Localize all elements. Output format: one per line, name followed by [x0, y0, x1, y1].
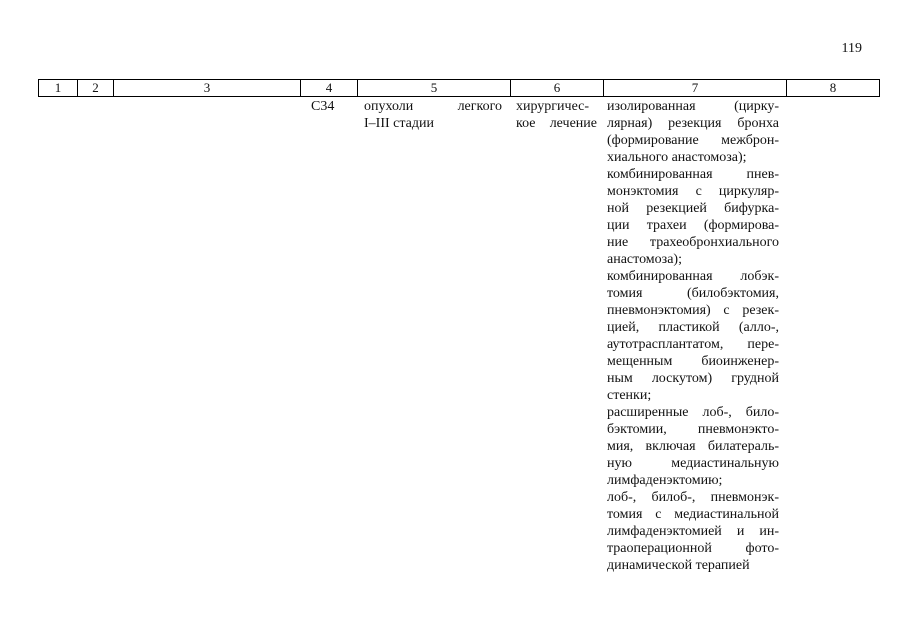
treatment-method-line: ной резекцией бифурка-	[607, 201, 779, 216]
treatment-method-line: комбинированная пнев-	[607, 167, 779, 182]
treatment-type-cell	[516, 98, 597, 132]
treatment-method-line: траоперационной фото-	[607, 541, 779, 556]
treatment-method-line: комбинированная лобэк-	[607, 269, 779, 284]
treatment-method-line: томия (билобэктомия,	[607, 286, 779, 301]
table-header-row	[38, 79, 880, 97]
page-number: 119	[841, 41, 862, 56]
treatment-method-line: бэктомии, пневмонэкто-	[607, 422, 779, 437]
treatment-method-line: анастомоза);	[607, 252, 682, 267]
treatment-method-line: мия, включая билатераль-	[607, 439, 779, 454]
treatment-method-line: стенки;	[607, 388, 652, 403]
treatment-method-line: ние трахеобронхиального	[607, 235, 779, 250]
column-number-header: 6	[511, 80, 604, 96]
treatment-method-line: изолированная (цирку-	[607, 99, 779, 114]
diagnosis-line: опухоли легкого	[364, 99, 502, 114]
diagnosis-line: I–III стадии	[364, 116, 434, 131]
treatment-method-line: (формирование межброн-	[607, 133, 779, 148]
treatment-method-line: монэктомия с циркуляр-	[607, 184, 779, 199]
treatment-method-line: ным лоскутом) грудной	[607, 371, 779, 386]
treatment-method-cell	[607, 98, 779, 574]
column-number-header: 2	[78, 80, 114, 96]
icd-code: C34	[311, 99, 335, 114]
treatment-method-line: лимфаденэктомией и ин-	[607, 524, 779, 539]
treatment-method-line: ную медиастинальную	[607, 456, 779, 471]
treatment-method-line: мещенным биоинженер-	[607, 354, 779, 369]
treatment-method-line: динамической терапией	[607, 558, 750, 573]
diagnosis-cell	[364, 98, 502, 132]
treatment-method-line: ции трахеи (формирова-	[607, 218, 779, 233]
treatment-method-line: лимфаденэктомию;	[607, 473, 723, 488]
treatment-method-line: лярная) резекция бронха	[607, 116, 779, 131]
treatment-method-line: расширенные лоб-, било-	[607, 405, 779, 420]
column-number-header: 3	[114, 80, 301, 96]
column-number-header: 8	[829, 80, 837, 95]
column-number-header: 7	[604, 80, 787, 96]
treatment-method-line: хиального анастомоза);	[607, 150, 747, 165]
treatment-method-line: пневмонэктомия) с резек-	[607, 303, 779, 318]
icd-code-cell	[311, 98, 351, 115]
column-number-header: 4	[301, 80, 358, 96]
treatment-method-line: аутотрасплантатом, пере-	[607, 337, 779, 352]
treatment-method-line: томия с медиастинальной	[607, 507, 779, 522]
treatment-method-line: цией, пластикой (алло-,	[607, 320, 779, 335]
treatment-method-line: лоб-, билоб-, пневмонэк-	[607, 490, 779, 505]
treatment-type-line: кое лечение	[516, 116, 597, 131]
column-number-header: 1	[39, 80, 78, 96]
treatment-type-line: хирургичес-	[516, 99, 590, 114]
column-number-header: 5	[358, 80, 511, 96]
